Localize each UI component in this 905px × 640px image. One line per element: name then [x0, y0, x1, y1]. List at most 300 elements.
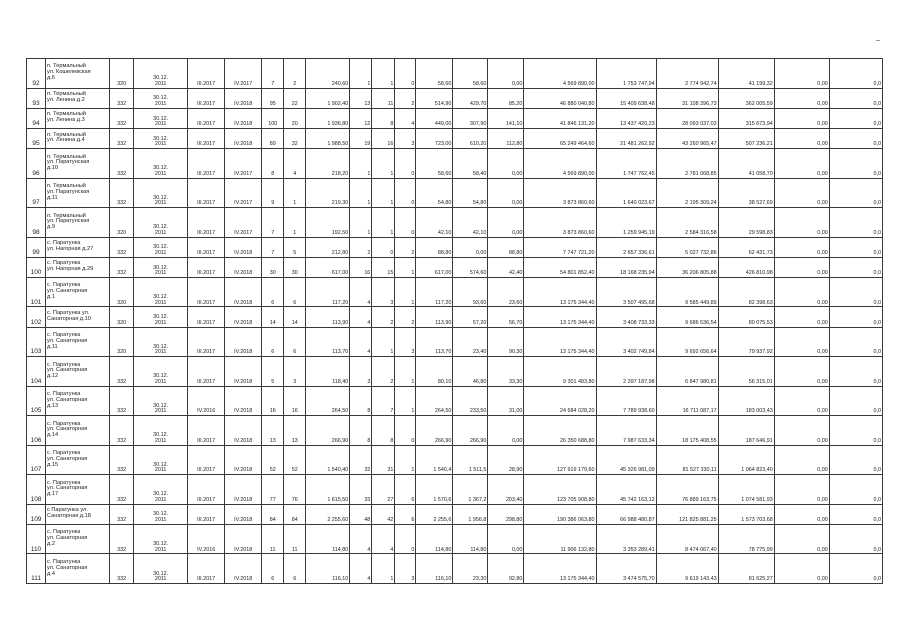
cell-z1: 0,00: [774, 88, 829, 108]
cell-z1: 0,00: [774, 386, 829, 416]
cell-a3: 56,70: [488, 307, 524, 327]
cell-z1: 0,00: [774, 524, 829, 554]
cell-date: 30.12. 2011: [134, 108, 188, 128]
cell-m3: 9 686 536,54: [656, 307, 718, 327]
cell-v2: 6: [284, 277, 306, 307]
cell-q2: IV.2018: [225, 257, 262, 277]
cell-q1: III.2017: [188, 554, 225, 584]
cell-q1: III.2017: [188, 128, 225, 148]
cell-date: 30.12. 2011: [134, 524, 188, 554]
cell-date: 30.12. 2011: [134, 504, 188, 524]
cell-n1: 320: [110, 327, 134, 357]
cell-area: 264,50: [306, 386, 350, 416]
cell-q2: IV.2018: [225, 504, 262, 524]
cell-address: п. Термальный ул. Паратунская д.10: [46, 149, 110, 179]
cell-date: 30.12. 2011: [134, 128, 188, 148]
cell-date: 30.12. 2011: [134, 445, 188, 475]
cell-n2: 4: [350, 307, 372, 327]
cell-q2: IV.2018: [225, 108, 262, 128]
cell-n2: 12: [350, 108, 372, 128]
cell-m2: 1 640 023,67: [596, 178, 656, 208]
cell-a2: 58,60: [453, 59, 488, 89]
cell-a3: 0,00: [488, 416, 524, 446]
cell-n4: 2: [395, 237, 416, 257]
cell-q1: III.2017: [188, 237, 225, 257]
cell-n3: 1: [372, 208, 395, 238]
cell-m1: 9 301 483,80: [524, 357, 596, 387]
cell-q1: III.2017: [188, 327, 225, 357]
cell-v2: 1: [284, 178, 306, 208]
cell-n1: 332: [110, 237, 134, 257]
cell-m4: 82 398,63: [718, 277, 774, 307]
cell-q1: III.2017: [188, 307, 225, 327]
cell-q1: III.2017: [188, 357, 225, 387]
cell-a3: 141,10: [488, 108, 524, 128]
cell-a2: 429,70: [453, 88, 488, 108]
cell-m2: 7 789 938,60: [596, 386, 656, 416]
cell-v1: 6: [262, 554, 284, 584]
cell-n3: 7: [372, 386, 395, 416]
cell-a2: 0,00: [453, 237, 488, 257]
cell-a3: 0,00: [488, 59, 524, 89]
cell-z2: 0,0: [829, 307, 882, 327]
cell-n2: 4: [350, 327, 372, 357]
cell-m1: 13 175 344,40: [524, 554, 596, 584]
cell-m1: 7 747 721,20: [524, 237, 596, 257]
cell-a3: 92,80: [488, 554, 524, 584]
cell-n2: 19: [350, 128, 372, 148]
cell-address: п. Термальный ул. Паратунская д.9: [46, 208, 110, 238]
cell-z2: 0,0: [829, 554, 882, 584]
cell-n3: 1: [372, 327, 395, 357]
cell-m4: 187 646,91: [718, 416, 774, 446]
cell-n4: 6: [395, 504, 416, 524]
cell-v1: 13: [262, 416, 284, 446]
cell-a3: 85,20: [488, 88, 524, 108]
cell-z2: 0,0: [829, 386, 882, 416]
cell-v1: 5: [262, 357, 284, 387]
cell-q1: III.2017: [188, 59, 225, 89]
cell-date: 30.12. 2011: [134, 307, 188, 327]
cell-z2: 0,0: [829, 445, 882, 475]
cell-v2: 76: [284, 475, 306, 505]
cell-q2: IV.2018: [225, 307, 262, 327]
cell-z1: 0,00: [774, 128, 829, 148]
cell-v2: 2: [284, 59, 306, 89]
cell-n4: 0: [395, 149, 416, 179]
table-row: [27, 257, 883, 277]
cell-n3: 2: [372, 307, 395, 327]
cell-a2: 610,20: [453, 128, 488, 148]
cell-z1: 0,00: [774, 554, 829, 584]
housing-register-table: [26, 58, 883, 584]
cell-n1: 332: [110, 88, 134, 108]
cell-n3: 1: [372, 149, 395, 179]
cell-n4: 0: [395, 416, 416, 446]
cell-n3: 2: [372, 357, 395, 387]
cell-n3: 8: [372, 416, 395, 446]
cell-v2: 11: [284, 524, 306, 554]
cell-date: 30.12. 2011: [134, 327, 188, 357]
cell-v2: 32: [284, 128, 306, 148]
cell-m4: 1 074 581,93: [718, 475, 774, 505]
cell-z1: 0,00: [774, 257, 829, 277]
cell-z2: 0,0: [829, 416, 882, 446]
cell-a3: 0,00: [488, 208, 524, 238]
cell-v1: 9: [262, 178, 284, 208]
cell-n1: 320: [110, 59, 134, 89]
cell-m2: 66 988 480,87: [596, 504, 656, 524]
cell-z2: 0,0: [829, 327, 882, 357]
cell-a1: 42,10: [416, 208, 453, 238]
cell-area: 1 936,80: [306, 108, 350, 128]
cell-a3: 0,00: [488, 149, 524, 179]
cell-m4: 183 003,43: [718, 386, 774, 416]
cell-z2: 0,0: [829, 257, 882, 277]
cell-date: 30.12. 2011: [134, 208, 188, 238]
cell-v2: 6: [284, 327, 306, 357]
cell-m4: 56 315,01: [718, 357, 774, 387]
cell-no: 97: [27, 178, 46, 208]
cell-q2: IV.2018: [225, 128, 262, 148]
cell-z1: 0,00: [774, 277, 829, 307]
cell-q1: III.2017: [188, 208, 225, 238]
cell-address: с. Паратунка ул. Санаторная д.12: [46, 357, 110, 387]
cell-q2: IV.2017: [225, 208, 262, 238]
cell-no: 107: [27, 445, 46, 475]
cell-m2: 15 409 638,48: [596, 88, 656, 108]
cell-area: 218,20: [306, 149, 350, 179]
table-row: [27, 357, 883, 387]
cell-area: 266,90: [306, 416, 350, 446]
cell-n4: 1: [395, 277, 416, 307]
cell-q2: IV.2018: [225, 386, 262, 416]
cell-m1: 3 873 860,60: [524, 178, 596, 208]
cell-n1: 320: [110, 208, 134, 238]
cell-n3: 4: [372, 524, 395, 554]
cell-v2: 14: [284, 307, 306, 327]
cell-v2: 5: [284, 237, 306, 257]
cell-m1: 4 569 890,00: [524, 59, 596, 89]
cell-z1: 0,00: [774, 208, 829, 238]
cell-n2: 8: [350, 386, 372, 416]
cell-a1: 264,50: [416, 386, 453, 416]
cell-a3: 88,80: [488, 237, 524, 257]
cell-q1: III.2017: [188, 88, 225, 108]
cell-n4: 3: [395, 327, 416, 357]
cell-v1: 6: [262, 277, 284, 307]
cell-q2: IV.2017: [225, 149, 262, 179]
cell-a1: 449,00: [416, 108, 453, 128]
cell-z1: 0,00: [774, 237, 829, 257]
cell-m2: 3 402 749,84: [596, 327, 656, 357]
table-row: [27, 277, 883, 307]
cell-a1: 80,10: [416, 357, 453, 387]
cell-v1: 100: [262, 108, 284, 128]
cell-n2: 1: [350, 208, 372, 238]
cell-n1: 332: [110, 445, 134, 475]
cell-n3: 16: [372, 128, 395, 148]
cell-a2: 58,40: [453, 149, 488, 179]
cell-a2: 574,60: [453, 257, 488, 277]
cell-z2: 0,0: [829, 208, 882, 238]
cell-a2: 1 956,8: [453, 504, 488, 524]
cell-date: 30.12. 2011: [134, 178, 188, 208]
cell-m4: 362 005,59: [718, 88, 774, 108]
cell-a3: 0,00: [488, 524, 524, 554]
cell-date: 30.12. 2011: [134, 554, 188, 584]
cell-n3: 11: [372, 88, 395, 108]
cell-m3: 2 195 309,24: [656, 178, 718, 208]
cell-address: п. Термальный ул. Паратунская д.11: [46, 178, 110, 208]
cell-date: 30.12. 2011: [134, 59, 188, 89]
cell-n4: 6: [395, 475, 416, 505]
cell-no: 105: [27, 386, 46, 416]
cell-a1: 113,90: [416, 307, 453, 327]
cell-v1: 14: [262, 307, 284, 327]
cell-n3: 1: [372, 59, 395, 89]
cell-n2: 32: [350, 445, 372, 475]
cell-z2: 0,0: [829, 357, 882, 387]
cell-a1: 1 540,4: [416, 445, 453, 475]
cell-m4: 62 431,73: [718, 237, 774, 257]
cell-m2: 1 259 945,19: [596, 208, 656, 238]
cell-n4: 1: [395, 386, 416, 416]
cell-m1: 41 846 131,20: [524, 108, 596, 128]
cell-date: 30.12. 2011: [134, 149, 188, 179]
cell-z1: 0,00: [774, 357, 829, 387]
cell-m2: 1 753 747,94: [596, 59, 656, 89]
cell-no: 104: [27, 357, 46, 387]
cell-q1: III.2017: [188, 475, 225, 505]
cell-v1: 95: [262, 88, 284, 108]
cell-q2: IV.2018: [225, 88, 262, 108]
cell-m2: 21 481 262,92: [596, 128, 656, 148]
cell-m3: 18 175 408,55: [656, 416, 718, 446]
cell-no: 103: [27, 327, 46, 357]
cell-m4: 38 527,69: [718, 178, 774, 208]
table-body: [27, 59, 883, 584]
cell-a2: 93,60: [453, 277, 488, 307]
cell-z1: 0,00: [774, 149, 829, 179]
cell-address: с. Паратунка ул. Санаторная д.11: [46, 327, 110, 357]
cell-m1: 13 175 344,40: [524, 327, 596, 357]
cell-area: 114,80: [306, 524, 350, 554]
cell-n4: 2: [395, 307, 416, 327]
cell-a2: 54,80: [453, 178, 488, 208]
cell-no: 109: [27, 504, 46, 524]
cell-a2: 266,90: [453, 416, 488, 446]
cell-address: с. Паратунка ул. Санаторная д.4: [46, 554, 110, 584]
cell-v1: 7: [262, 237, 284, 257]
cell-n2: 48: [350, 504, 372, 524]
cell-z1: 0,00: [774, 307, 829, 327]
cell-no: 106: [27, 416, 46, 446]
cell-no: 111: [27, 554, 46, 584]
cell-n4: 0: [395, 178, 416, 208]
cell-area: 1 540,40: [306, 445, 350, 475]
cell-m4: 315 673,94: [718, 108, 774, 128]
cell-q1: III.2017: [188, 504, 225, 524]
cell-v2: 84: [284, 504, 306, 524]
cell-no: 99: [27, 237, 46, 257]
cell-n1: 332: [110, 504, 134, 524]
cell-m3: 121 825 881,25: [656, 504, 718, 524]
cell-address: п. Термальный ул. Ленина д.2: [46, 88, 110, 108]
cell-q2: IV.2017: [225, 59, 262, 89]
cell-n1: 332: [110, 524, 134, 554]
cell-q1: III.2017: [188, 277, 225, 307]
cell-a3: 0,00: [488, 178, 524, 208]
cell-m1: 13 175 344,40: [524, 307, 596, 327]
cell-m2: 1 747 762,45: [596, 149, 656, 179]
cell-m4: 41 058,70: [718, 149, 774, 179]
cell-v2: 20: [284, 108, 306, 128]
cell-m2: 7 987 633,34: [596, 416, 656, 446]
cell-m2: 3 353 289,41: [596, 524, 656, 554]
cell-n2: 16: [350, 257, 372, 277]
cell-n1: 332: [110, 128, 134, 148]
cell-z1: 0,00: [774, 416, 829, 446]
cell-date: 30.12. 2011: [134, 88, 188, 108]
cell-m1: 26 350 688,80: [524, 416, 596, 446]
cell-m3: 81 527 330,11: [656, 445, 718, 475]
cell-no: 108: [27, 475, 46, 505]
cell-address: с. Паратунка ул. Санаторная д.15: [46, 445, 110, 475]
cell-q2: IV.2018: [225, 475, 262, 505]
table-row: [27, 504, 883, 524]
cell-n3: 27: [372, 475, 395, 505]
cell-area: 1 988,50: [306, 128, 350, 148]
cell-a3: 33,30: [488, 357, 524, 387]
cell-z2: 0,0: [829, 178, 882, 208]
cell-v1: 7: [262, 59, 284, 89]
cell-n3: 3: [372, 277, 395, 307]
cell-q1: IV.2016: [188, 524, 225, 554]
cell-address: с. Паратунка ул. Санаторная д.13: [46, 386, 110, 416]
cell-v1: 89: [262, 128, 284, 148]
cell-q1: IV.2016: [188, 386, 225, 416]
cell-a1: 617,00: [416, 257, 453, 277]
cell-m1: 4 569 890,00: [524, 149, 596, 179]
cell-m3: 9 619 143,43: [656, 554, 718, 584]
cell-n4: 1: [395, 257, 416, 277]
cell-m4: 78 775,99: [718, 524, 774, 554]
cell-v2: 13: [284, 416, 306, 446]
cell-n1: 320: [110, 307, 134, 327]
cell-date: 30.12. 2011: [134, 416, 188, 446]
cell-v1: 6: [262, 327, 284, 357]
cell-address: с. Паратунка ул. Санаторная д.1: [46, 277, 110, 307]
cell-a1: 266,90: [416, 416, 453, 446]
cell-area: 113,70: [306, 327, 350, 357]
cell-address: с. Паратунка ул. Санаторная д.17: [46, 475, 110, 505]
cell-a3: 42,40: [488, 257, 524, 277]
cell-n1: 332: [110, 108, 134, 128]
table-row: [27, 178, 883, 208]
cell-m4: 1 573 703,68: [718, 504, 774, 524]
cell-area: 617,00: [306, 257, 350, 277]
cell-q2: IV.2018: [225, 445, 262, 475]
cell-q1: III.2017: [188, 178, 225, 208]
cell-n3: 8: [372, 108, 395, 128]
cell-a1: 113,70: [416, 327, 453, 357]
cell-area: 117,20: [306, 277, 350, 307]
cell-area: 219,30: [306, 178, 350, 208]
cell-a2: 23,30: [453, 554, 488, 584]
cell-a1: 1 570,6: [416, 475, 453, 505]
cell-m1: 65 249 464,60: [524, 128, 596, 148]
cell-no: 102: [27, 307, 46, 327]
cell-n3: 31: [372, 445, 395, 475]
cell-v2: 52: [284, 445, 306, 475]
cell-a3: 112,80: [488, 128, 524, 148]
cell-m3: 28 093 037,03: [656, 108, 718, 128]
cell-n1: 332: [110, 149, 134, 179]
cell-z1: 0,00: [774, 475, 829, 505]
cell-a3: 298,80: [488, 504, 524, 524]
cell-address: с. Паратунка ул. Нагорная д.27: [46, 237, 110, 257]
cell-m3: 6 847 980,81: [656, 357, 718, 387]
cell-z2: 0,0: [829, 59, 882, 89]
cell-date: 30.12. 2011: [134, 357, 188, 387]
cell-n4: 1: [395, 357, 416, 387]
cell-n4: 0: [395, 208, 416, 238]
cell-area: 2 255,60: [306, 504, 350, 524]
cell-v2: 1: [284, 208, 306, 238]
table-row: [27, 307, 883, 327]
cell-z1: 0,00: [774, 178, 829, 208]
cell-area: 118,40: [306, 357, 350, 387]
cell-m3: 36 206 805,88: [656, 257, 718, 277]
cell-m4: 426 810,98: [718, 257, 774, 277]
cell-m3: 43 260 965,47: [656, 128, 718, 148]
cell-q2: IV.2018: [225, 416, 262, 446]
cell-a1: 2 255,6: [416, 504, 453, 524]
cell-m4: 41 199,32: [718, 59, 774, 89]
cell-m1: 127 919 179,60: [524, 445, 596, 475]
cell-area: 212,80: [306, 237, 350, 257]
cell-date: 30.12. 2011: [134, 475, 188, 505]
cell-a2: 46,80: [453, 357, 488, 387]
cell-q2: IV.2018: [225, 554, 262, 584]
cell-z2: 0,0: [829, 504, 882, 524]
cell-m3: 2 584 316,58: [656, 208, 718, 238]
table-row: [27, 386, 883, 416]
cell-n2: 33: [350, 475, 372, 505]
table-row: [27, 237, 883, 257]
cell-q2: IV.2018: [225, 357, 262, 387]
table-row: [27, 88, 883, 108]
cell-z2: 0,0: [829, 88, 882, 108]
cell-z2: 0,0: [829, 475, 882, 505]
cell-n4: 1: [395, 445, 416, 475]
cell-q1: III.2017: [188, 445, 225, 475]
cell-m3: 2 774 942,74: [656, 59, 718, 89]
cell-q1: III.2017: [188, 416, 225, 446]
cell-m1: 123 705 908,80: [524, 475, 596, 505]
cell-area: 1 615,50: [306, 475, 350, 505]
cell-no: 101: [27, 277, 46, 307]
table-row: [27, 416, 883, 446]
cell-q1: III.2017: [188, 108, 225, 128]
cell-a2: 23,40: [453, 327, 488, 357]
cell-a2: 1 511,5: [453, 445, 488, 475]
cell-m3: 2 781 068,85: [656, 149, 718, 179]
cell-m1: 190 386 063,80: [524, 504, 596, 524]
cell-q2: IV.2018: [225, 327, 262, 357]
cell-n2: 3: [350, 357, 372, 387]
